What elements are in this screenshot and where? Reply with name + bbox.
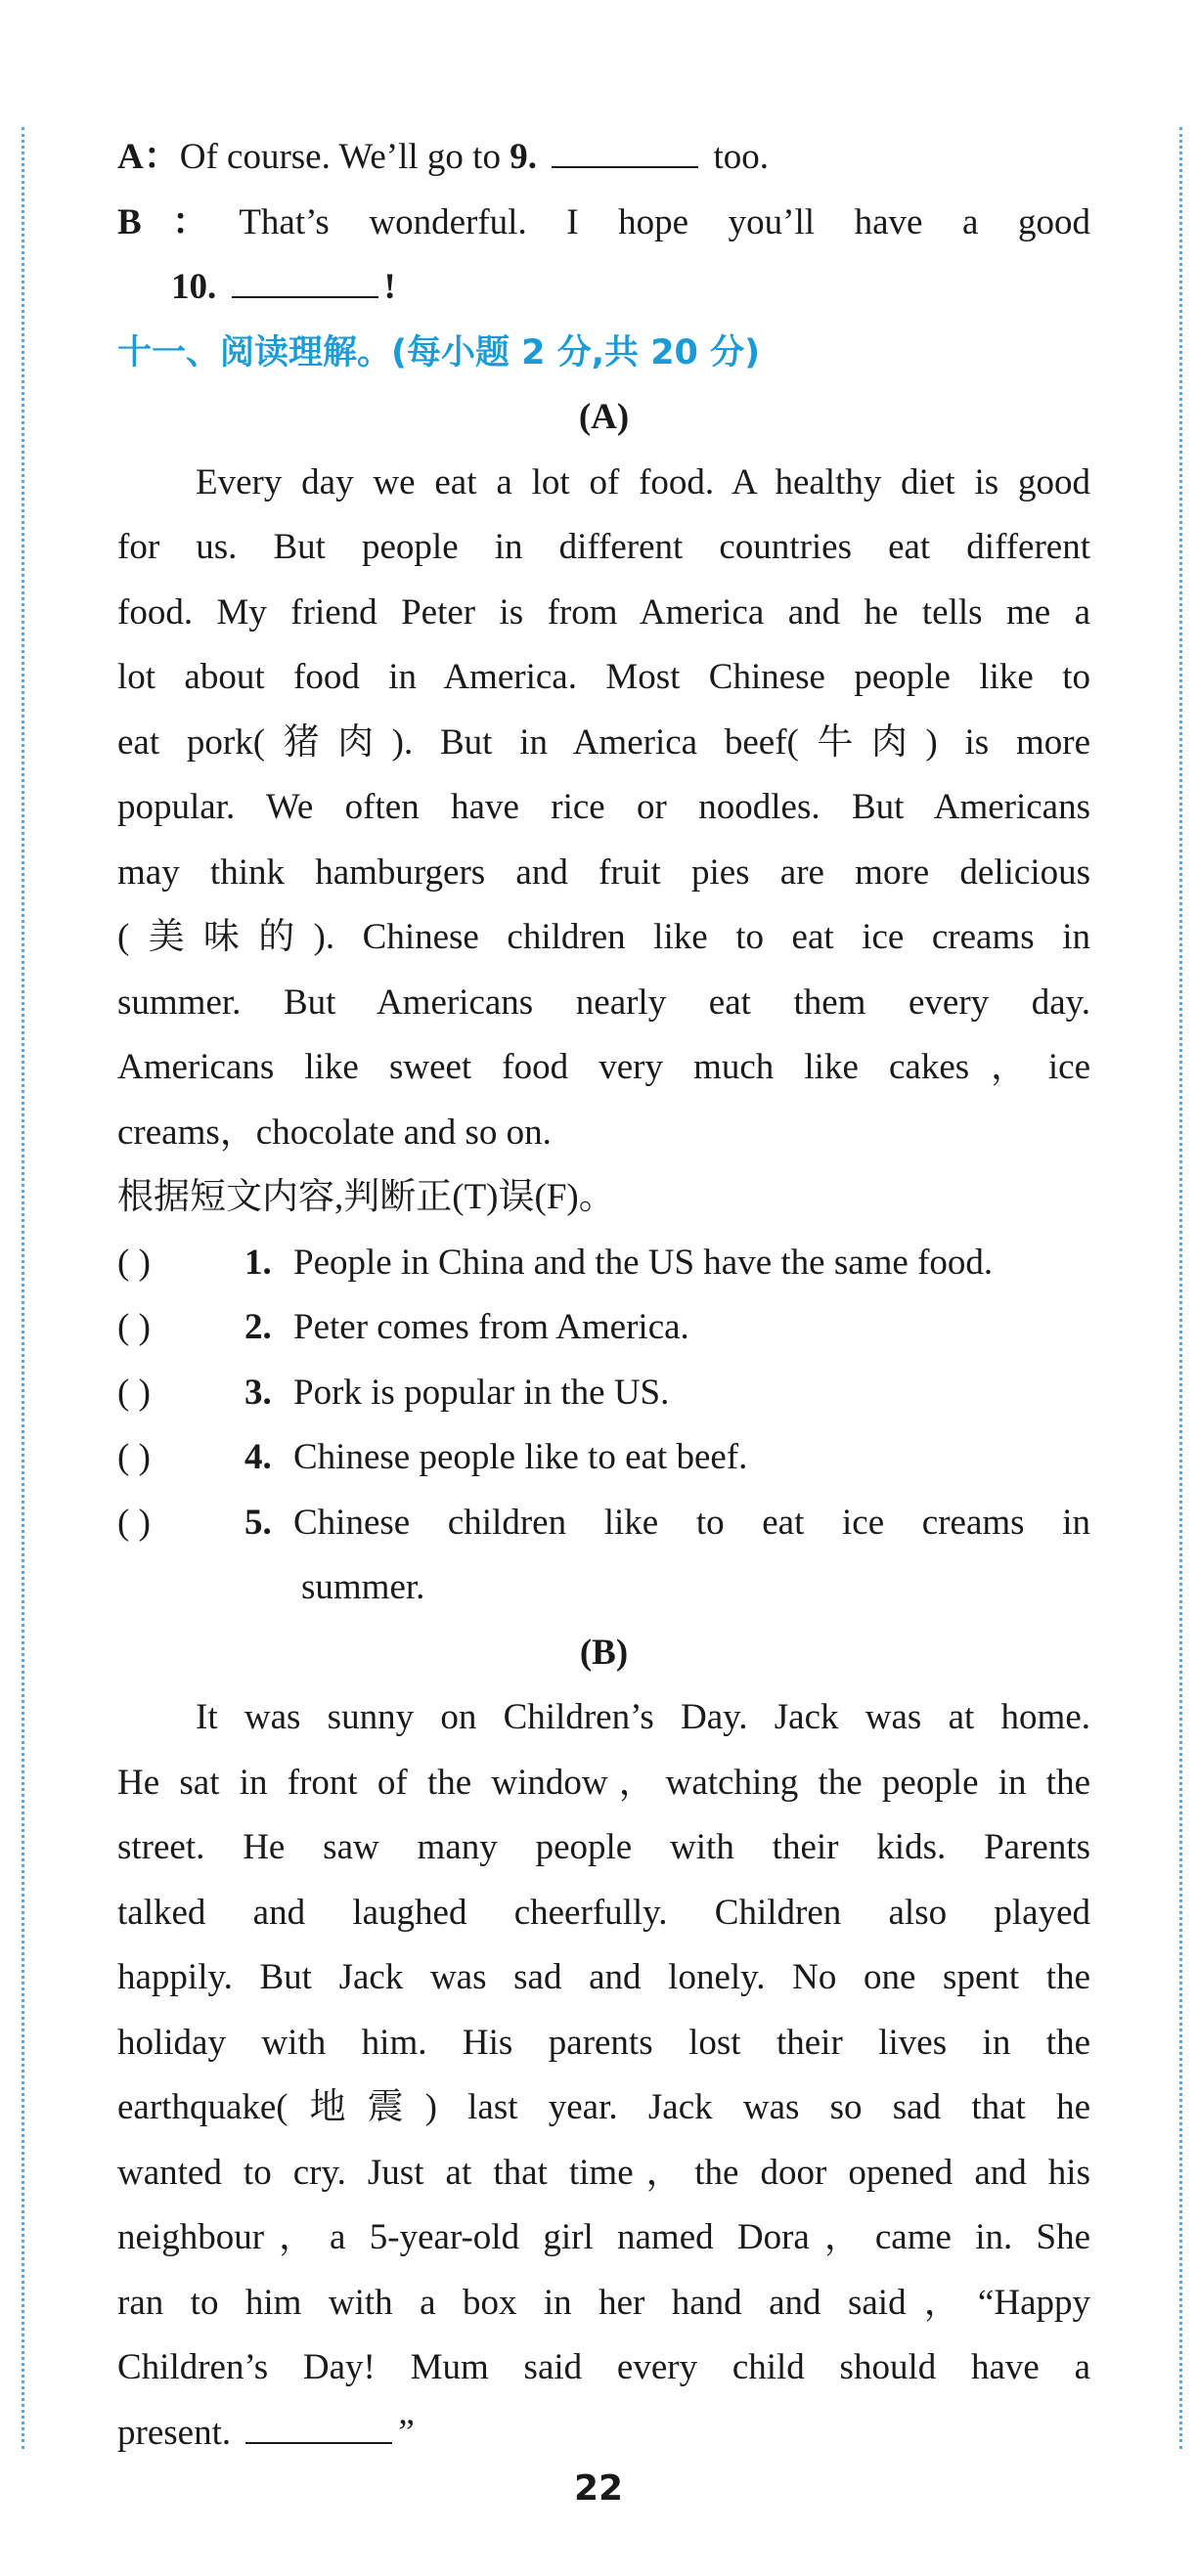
dialogue-line-b [117,191,1090,256]
passage-line: Every day we eat a lot of food. A healthy diet is good [196,461,1090,502]
passage-b [117,1685,1090,2466]
question-number: 3. [244,1372,272,1413]
right-margin-guide [1179,127,1182,2449]
dialogue-text: Of course. We’ll go to [179,137,501,177]
worksheet-content [117,125,1090,2466]
dialogue-line-b-cont [117,255,1090,321]
blank-number-9: 9. [510,137,537,177]
passage-line: neighbour，a 5-year-old girl named Dora，came in. She [117,2217,1090,2257]
answer-blank-9[interactable] [552,131,698,168]
dialogue-text: too. [713,137,769,177]
question-5 [117,1491,1090,1556]
passage-line: eat pork(猪肉). But in America beef(牛肉) is more [117,721,1090,763]
closing-quote: ” [398,2412,415,2453]
passage-line: He sat in front of the window，watching the people in the [117,1762,1090,1803]
question-number: 5. [244,1502,272,1543]
question-number: 2. [244,1307,272,1347]
speaker-b: B： [117,201,240,242]
question-1 [117,1231,1090,1296]
passage-line: ran to him with a box in her hand and said，“Happy [117,2282,1090,2323]
left-margin-guide [22,127,24,2449]
question-number: 4. [244,1437,272,1477]
passage-line: summer. But Americans nearly eat them every day. [117,982,1090,1023]
passage-a [117,451,1090,1166]
answer-parentheses[interactable]: ( ) [117,1502,151,1543]
answer-parentheses[interactable]: ( ) [117,1437,151,1477]
passage-line: creams，chocolate and so on. [117,1112,552,1153]
passage-line: earthquake(地震) last year. Jack was so sad that he [117,2087,1090,2127]
page-number: 22 [573,2468,624,2509]
passage-line: talked and laughed cheerfully. Children also played [117,1892,1090,1933]
passage-line: Children’s Day! Mum said every child should have a [117,2347,1090,2387]
passage-last-line [117,2401,1090,2467]
passage-line: It was sunny on Children’s Day. Jack was at home. [196,1697,1090,1737]
exclamation: ! [383,267,396,307]
dialogue-line-a [117,125,1090,191]
passage-line: popular. We often have rice or noodles. But Americans [117,787,1090,827]
question-4 [117,1425,1090,1491]
passage-a-label: (A) [578,397,630,437]
passage-line: Americans like sweet food very much like cakes，ice [117,1047,1090,1087]
section-title: 十一、阅读理解。(每小题 2 分,共 20 分) [117,332,761,372]
passage-line: holiday with him. His parents lost their lives in the [117,2022,1090,2063]
dialogue-text: That’s wonderful. I hope you’ll have a good [239,201,1090,242]
question-5-continuation: summer. [301,1567,425,1607]
answer-parentheses[interactable]: ( ) [117,1242,151,1283]
passage-line: lot about food in America. Most Chinese people like to [117,657,1090,697]
passage-text: present. [117,2412,232,2453]
speaker-a: A： [117,137,180,177]
passage-line: happily. But Jack was sad and lonely. No one spent the [117,1957,1090,1997]
question-text: Chinese people like to eat beef. [293,1437,748,1477]
question-number: 1. [244,1242,272,1283]
question-text: Chinese children like to eat ice creams in [293,1502,1090,1543]
passage-line: wanted to cry. Just at that time，the door opened and his [117,2152,1090,2193]
passage-line: (美味的). Chinese children like to eat ice creams in [117,917,1090,957]
question-text: People in China and the US have the same food. [293,1242,994,1283]
answer-parentheses[interactable]: ( ) [117,1372,151,1413]
passage-line: may think hamburgers and fruit pies are more delicious [117,851,1090,893]
instruction: 根据短文内容,判断正(T)误(F)。 [117,1177,615,1217]
passage-line: street. He saw many people with their kids. Parents [117,1827,1090,1867]
answer-parentheses[interactable]: ( ) [117,1307,151,1347]
passage-line: food. My friend Peter is from America and he tells me a [117,591,1090,633]
passage-line: for us. But people in different countries eat different [117,527,1090,567]
passage-b-label: (B) [579,1632,629,1673]
answer-blank-10[interactable] [232,261,378,298]
blank-number-10: 10. [171,267,217,307]
question-2 [117,1295,1090,1361]
question-text: Pork is popular in the US. [293,1372,670,1413]
question-text: Peter comes from America. [293,1307,689,1347]
answer-blank-passage-b[interactable] [245,2407,392,2444]
question-3 [117,1361,1090,1426]
